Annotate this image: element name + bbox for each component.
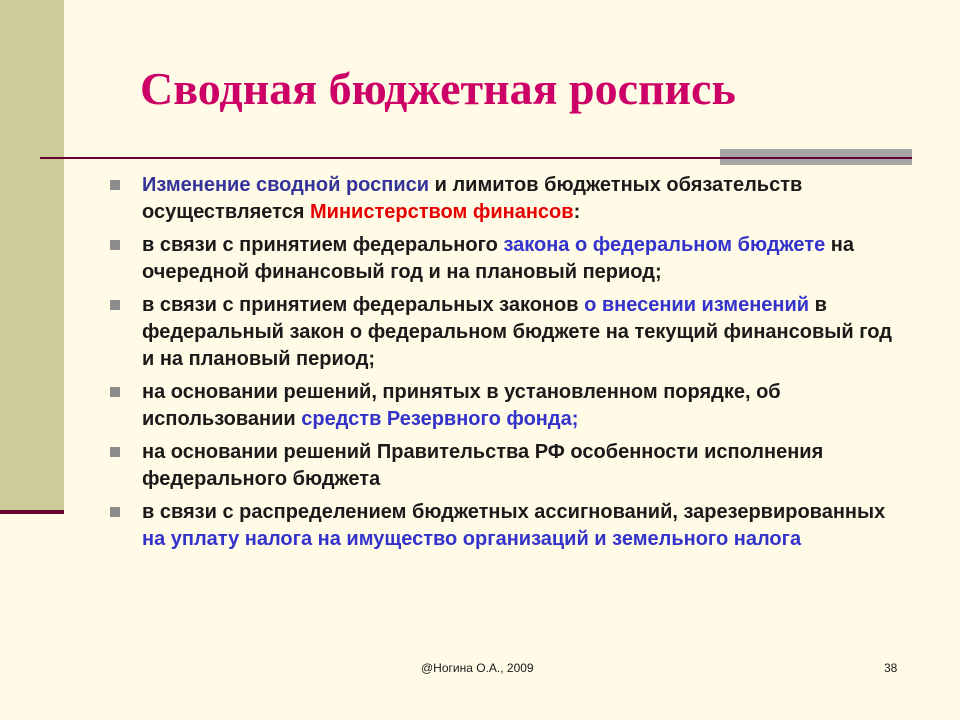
square-bullet-icon [110, 240, 120, 250]
bullet-text-segment: в связи с принятием федерального [142, 234, 504, 256]
bullet-text-segment: средств Резервного фонда; [301, 408, 579, 430]
bullet-item [108, 499, 898, 553]
page-number: 38 [884, 661, 898, 675]
bullet-text-segment: на уплату налога на имущество организаций и земельного налога [142, 528, 802, 550]
bullet-list [108, 172, 898, 559]
bullet-text-segment: Изменение сводной росписи [142, 174, 430, 196]
bullet-text-segment: на очередной финансовый год и на плановый период; [142, 234, 854, 283]
title-underline [40, 157, 912, 159]
bullet-text-segment: и лимитов бюджетных обязательств осуществляется [142, 174, 803, 223]
slide-title: Сводная бюджетная роспись [140, 63, 736, 114]
bullet-text-segment: на основании решений Правительства РФ особенности исполнения федерального бюджета [142, 441, 824, 490]
bullet-item [108, 379, 898, 433]
square-bullet-icon [110, 447, 120, 457]
bullet-item [108, 292, 898, 373]
bullet-text-segment: на основании решений, принятых в установленном порядке, об использовании [142, 381, 781, 430]
bullet-text-segment: Министерством финансов [310, 201, 574, 223]
square-bullet-icon [110, 507, 120, 517]
square-bullet-icon [110, 300, 120, 310]
footer-author: @Ногина О.А., 2009 [421, 661, 534, 675]
bullet-item [108, 439, 898, 493]
bullet-text-segment: о внесении изменений [584, 294, 810, 316]
side-decoration-line [0, 510, 64, 514]
square-bullet-icon [110, 180, 120, 190]
bullet-text-segment: в связи с распределением бюджетных ассигнований, зарезервированных [142, 501, 886, 523]
bullet-item [108, 232, 898, 286]
square-bullet-icon [110, 387, 120, 397]
bullet-text-segment: закона о федеральном бюджете [503, 234, 826, 256]
bullet-text-segment: в связи с принятием федеральных законов [142, 294, 585, 316]
bullet-text-segment: : [573, 201, 581, 223]
bullet-item [108, 172, 898, 226]
bullet-text-segment: в федеральный закон о федеральном бюджете на текущий финансовый год и на плановый период; [142, 294, 892, 370]
side-decoration-bar [0, 0, 64, 510]
